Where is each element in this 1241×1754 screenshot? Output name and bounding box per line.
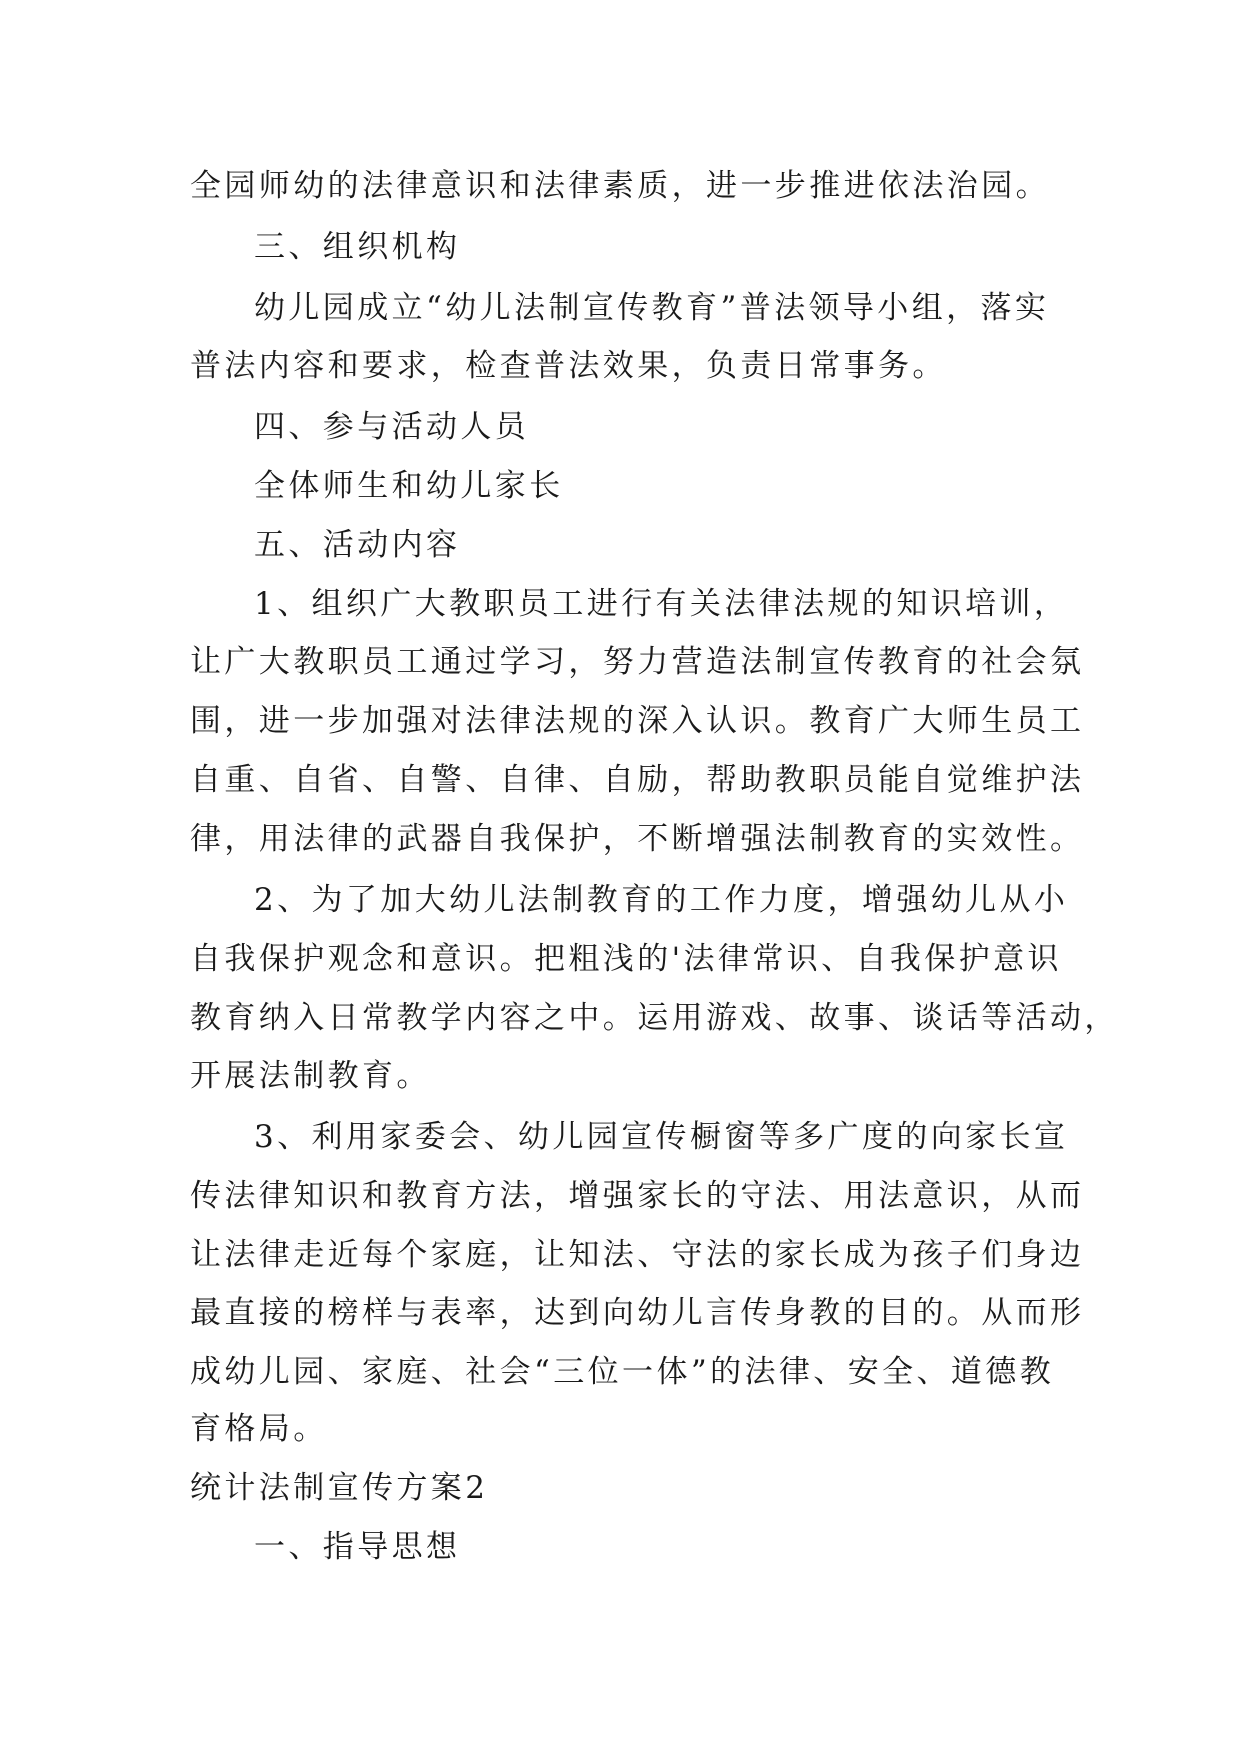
paragraph-line: 普法内容和要求，检查普法效果，负责日常事务。 [190, 348, 947, 384]
section-heading-content: 五、活动内容 [254, 527, 461, 563]
list-item-3-line: 成幼儿园、家庭、社会“三位一体”的法律、安全、道德教 [190, 1354, 1055, 1390]
list-item-1-line: 1、组织广大教职员工进行有关法律法规的知识培训， [254, 586, 1069, 622]
list-item-3-line: 3、利用家委会、幼儿园宣传橱窗等多广度的向家长宣 [254, 1119, 1069, 1155]
list-item-1-line: 围，进一步加强对法律法规的深入认识。教育广大师生员工 [190, 703, 1085, 739]
list-item-2-line: 教育纳入日常教学内容之中。运用游戏、故事、谈话等活动， [190, 1000, 1119, 1036]
document-title-2: 统计法制宣传方案2 [190, 1470, 489, 1506]
section-heading-participants: 四、参与活动人员 [254, 409, 530, 445]
paragraph-line: 幼儿园成立“幼儿法制宣传教育”普法领导小组，落实 [254, 290, 1050, 326]
list-item-1-line: 自重、自省、自警、自律、自励，帮助教职员能自觉维护法 [190, 762, 1085, 798]
list-item-1-line: 律，用法律的武器自我保护，不断增强法制教育的实效性。 [190, 821, 1085, 857]
list-item-3-line: 最直接的榜样与表率，达到向幼儿言传身教的目的。从而形 [190, 1295, 1085, 1331]
list-item-1-line: 让广大教职员工通过学习，努力营造法制宣传教育的社会氛 [190, 644, 1085, 680]
list-item-2-line: 自我保护观念和意识。把粗浅的'法律常识、自我保护意识 [190, 941, 1062, 977]
paragraph-continuation: 全园师幼的法律意识和法律素质，进一步推进依法治园。 [190, 168, 1050, 204]
list-item-3-line: 育格局。 [190, 1411, 328, 1447]
list-item-3-line: 传法律知识和教育方法，增强家长的守法、用法意识，从而 [190, 1178, 1085, 1214]
paragraph-line: 全体师生和幼儿家长 [254, 468, 564, 504]
list-item-3-line: 让法律走近每个家庭，让知法、守法的家长成为孩子们身边 [190, 1237, 1085, 1273]
section-heading-organization: 三、组织机构 [254, 229, 461, 265]
section-heading-guiding-ideology: 一、指导思想 [254, 1529, 461, 1565]
list-item-2-line: 开展法制教育。 [190, 1058, 431, 1094]
list-item-2-line: 2、为了加大幼儿法制教育的工作力度，增强幼儿从小 [254, 882, 1069, 918]
